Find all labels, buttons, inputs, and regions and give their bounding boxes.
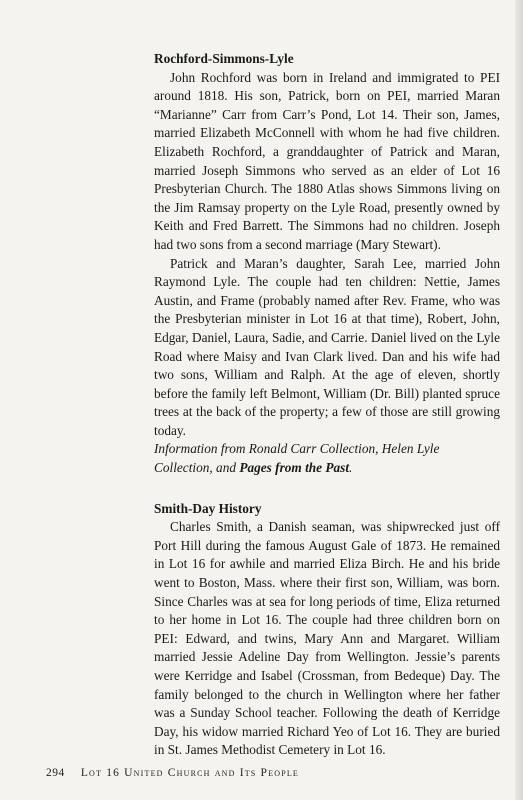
section-smith-day-history [154,500,500,760]
section-heading: Smith-Day History [154,500,262,516]
section-gap [154,478,500,500]
paragraph: Charles Smith, a Danish seaman, was shipwrecked just off Port Hill during the famous August Gale of 1873. He remained in Lot 16 for awhile and married Eliza Birch. He and his bride went to Boston, Mass. where their first son, William, was born. Since Charles was at sea for long periods of time, Eliza returned to her home in Lot 16. The couple had three children born on PEI: Edward, and twins, Mary Ann and Margaret. William married Jessie Adeline Day from Wellington. Jessie’s parents were Kerridge and Isabel (Crossman, from Bedeque) Day. The family belonged to the church in Wellington where her father was a Sunday School teacher. Following the death of Kerridge Day, his widow married Richard Yeo of Lot 16. They are buried in St. James Methodist Cemetery in Lot 16. [154,519,500,758]
page-number: 294 [46,767,65,779]
source-citation [154,440,500,477]
scan-edge [515,0,523,800]
section-rochford-simmons-lyle [154,50,500,478]
source-title: Pages from the Past [239,460,350,476]
running-title: Lot 16 United Church and Its People [80,767,300,779]
document-page [154,50,500,760]
source-text: Information from Ronald Carr Collection, Helen Lyle Collection, and [154,441,440,476]
page-footer [46,767,299,779]
source-end: . [349,460,353,476]
section-heading: Rochford-Simmons-Lyle [154,51,294,66]
paragraph: Patrick and Maran’s daughter, Sarah Lee, married John Raymond Lyle. The couple had ten children: Nettie, James Austin, and Frame (probably named after Rev. Frame, who was the Presbyterian minister in Lot 16 at that time), Robert, John, Edgar, Daniel, Laura, Sadie, and Carrie. Daniel lived on the Lyle Road where Maisy and Ivan Clark lived. Dan and his wife had two sons, William and Ralph. At the age of eleven, shortly before the family left Belmont, William (Dr. Bill) planted spruce trees at the back of the property; a few of those are still growing today. [154,255,500,438]
paragraph: John Rochford was born in Ireland and immigrated to PEI around 1818. His son, Patrick, born on PEI, married Maran “Marianne” Carr from Carr’s Pond, Lot 14. Their son, James, married Elizabeth McConnell with whom he had five children. Elizabeth Rochford, a granddaughter of Patrick and Maran, married Joseph Simmons who served as an elder of Lot 16 Presbyterian Church. The 1880 Atlas shows Simmons living on the Jim Ramsay property on the Lyle Road, presently owned by Keith and Fred Barrett. The Simmons had no children. Joseph had two sons from a second marriage (Mary Stewart). [154,69,500,252]
